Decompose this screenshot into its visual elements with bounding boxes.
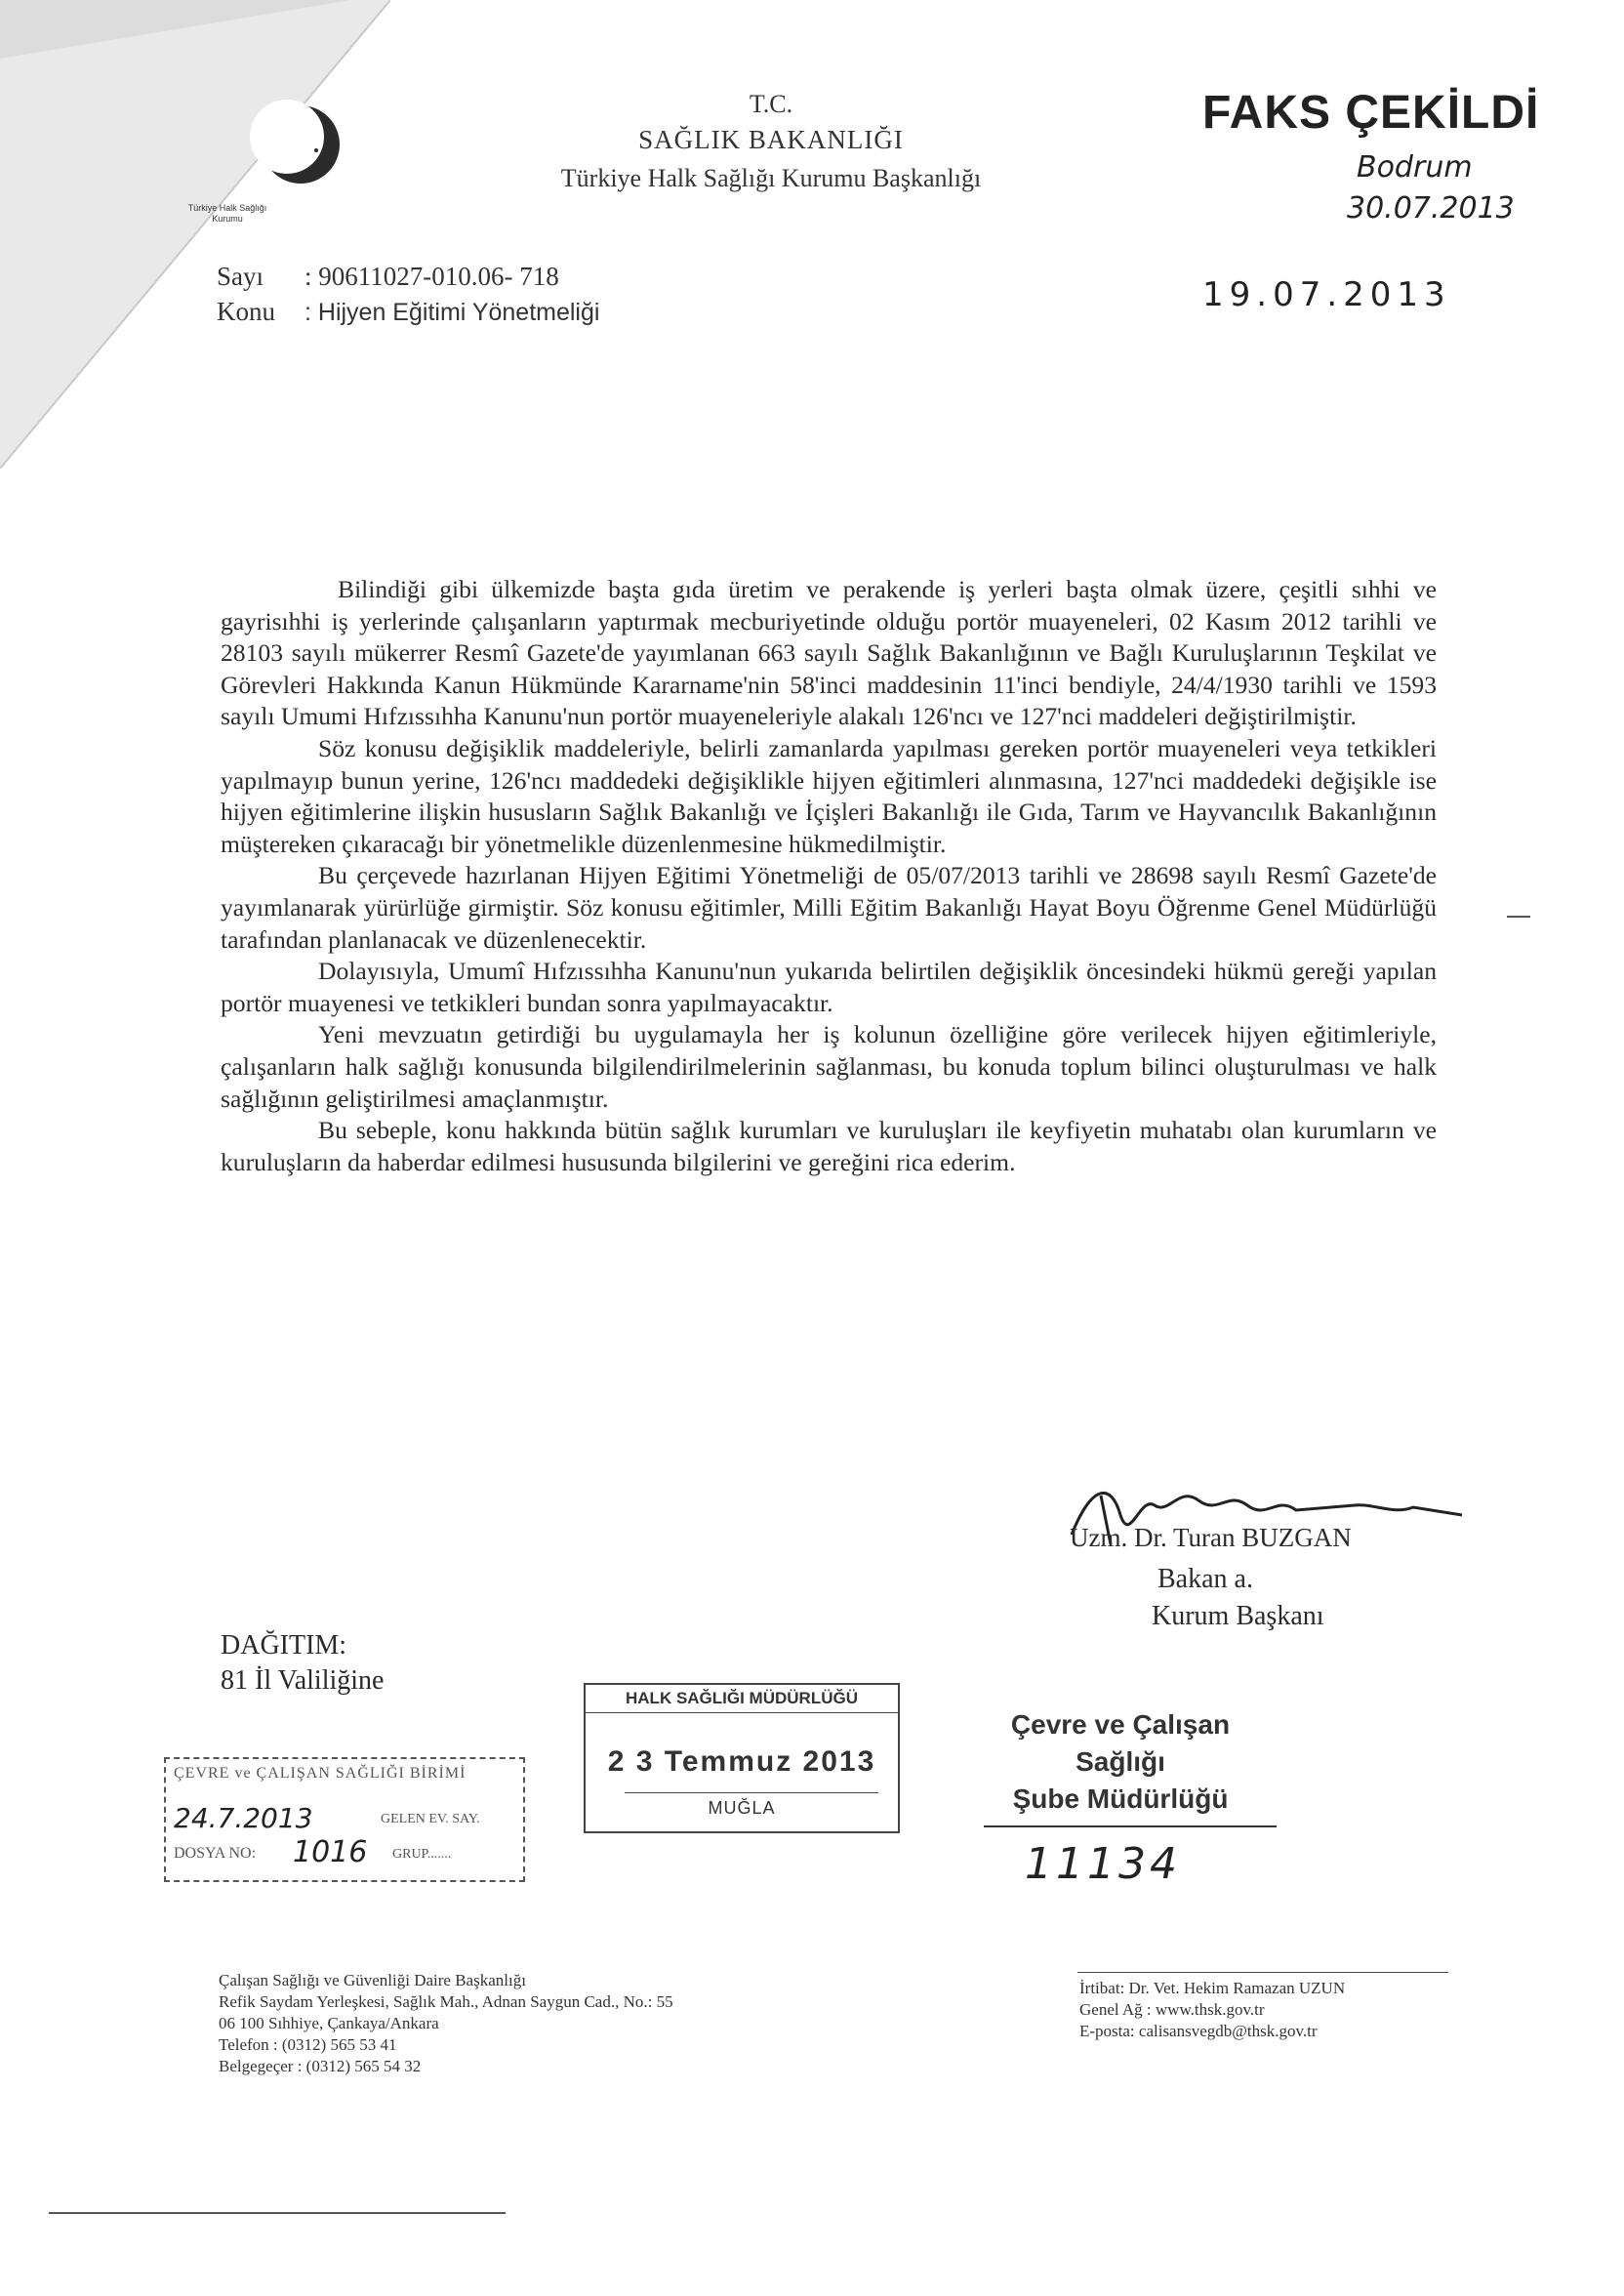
footer-fax: Belgegeçer : (0312) 565 54 32 <box>219 2057 422 2075</box>
unit-stamp-grup: GRUP....... <box>392 1847 452 1862</box>
distribution-label: DAĞITIM: <box>221 1630 347 1660</box>
fax-sent-stamp: FAKS ÇEKİLDİ <box>1202 87 1540 139</box>
paragraph-5: Yeni mevzuatın getirdiği bu uygulamayla her iş kolunun özelliğine göre verilecek hijyen eğitimleriyle, çalışanların halk sağlığı konusunda bilgilendirilmelerinin sağlanması, bu konuda toplum bilinci oluşturulması ve halk sağlığının geliştirilmesi amaçlanmıştır. <box>221 1020 1437 1113</box>
konu-value: : Hijyen Eğitimi Yönetmeliği <box>304 299 600 326</box>
footer-department: Çalışan Sağlığı ve Güvenliği Daire Başkanlığı <box>219 1971 526 1989</box>
footer-street: Refik Saydam Yerleşkesi, Sağlık Mah., Adnan Saygun Cad., No.: 55 <box>219 1992 673 2011</box>
received-stamp-date: 2 3 Temmuz 2013 <box>607 1745 876 1778</box>
received-stamp-place: MUĞLA <box>708 1798 776 1818</box>
paragraph-4: Dolayısıyla, Umumî Hıfzıssıhha Kanunu'nun yukarıda belirtilen değişiklik öncesindeki hükmü gereği yapılan portör muayenesi ve tetkikleri bundan sonra yapılmayacaktır. <box>221 957 1437 1017</box>
paragraph-3: Bu çerçevede hazırlanan Hijyen Eğitimi Yönetmeliği de 05/07/2013 tarihli ve 28698 sayılı Resmî Gazete'de yayımlanarak yürürlüğe girmiştir. Söz konusu eğitimler, Milli Eğitim Bakanlığı Hayat Boyu Öğrenme Genel Müdürlüğü tarafından planlanacak ve düzenlenecektir. <box>221 861 1437 954</box>
footer-address <box>219 1970 673 2077</box>
footer-contact-person: İrtibat: Dr. Vet. Hekim Ramazan UZUN <box>1079 1979 1346 1997</box>
scan-corner-shadow <box>0 0 390 469</box>
handwritten-place: Bodrum <box>1357 150 1473 184</box>
handwritten-fax-date: 30.07.2013 <box>1347 191 1515 226</box>
branch-stamp <box>984 1706 1257 1818</box>
footer-website: Genel Ağ : www.thsk.gov.tr <box>1079 2000 1265 2019</box>
footer-rule <box>1077 1972 1448 1973</box>
received-stamp-rule <box>625 1792 878 1793</box>
footer-phone: Telefon : (0312) 565 53 41 <box>219 2035 397 2054</box>
scan-bottom-rule <box>49 2212 506 2214</box>
footer-contact <box>1079 1978 1345 2042</box>
unit-stamp-dosya-label: DOSYA NO: <box>174 1845 257 1862</box>
branch-stamp-underline <box>984 1825 1277 1827</box>
unit-stamp-date: 24.7.2013 <box>174 1802 313 1834</box>
letter-date: 19.07.2013 <box>1202 275 1451 314</box>
signatory-title-1: Bakan a. <box>1157 1564 1253 1594</box>
unit-stamp-dosya-no: 1016 <box>293 1835 368 1869</box>
konu-label: Konu <box>217 297 275 326</box>
handwritten-document-number: 11134 <box>1025 1839 1181 1889</box>
header-institution: Türkiye Halk Sağlığı Kurumu Başkanlığı <box>560 164 982 192</box>
signatory-title-2: Kurum Başkanı <box>1152 1601 1324 1631</box>
logo-caption: Türkiye Halk Sağlığı Kurumu <box>187 203 267 224</box>
header-tc: T.C. <box>749 90 793 118</box>
paragraph-1: Bilindiği gibi ülkemizde başta gıda üretim ve perakende iş yerleri başta olmak üzere, çeşitli sıhhi ve gayrisıhhi iş yerlerinde çalışanların yaptırmak mecburiyetinde olduğu portör muayeneleri, 02 Kasım 2012 tarihli ve 28103 sayılı mükerrer Resmî Gazete'de yayımlanan 663 sayılı Sağlık Bakanlığının ve Bağlı Kuruluşlarının Teşkilat ve Görevleri Hakkında Kanun Hükmünde Kararname'nin 58'inci maddesinin 11'inci bendiyle, 24/4/1930 tarihli ve 1593 sayılı Umumi Hıfzıssıhha Kanunu'nun portör muayeneleriyle alakalı 126'ncı ve 127'nci maddeleri değiştirilmiştir. <box>221 575 1437 731</box>
unit-stamp-title: ÇEVRE ve ÇALIŞAN SAĞLIĞI BİRİMİ <box>174 1765 467 1782</box>
distribution <box>221 1628 384 1699</box>
distribution-value: 81 İl Valiliğine <box>221 1665 385 1696</box>
branch-stamp-line-2: Sağlığı <box>1076 1746 1165 1777</box>
unit-stamp-evsay: GELEN EV. SAY. <box>381 1812 480 1826</box>
branch-stamp-line-1: Çevre ve Çalışan <box>1010 1709 1231 1740</box>
header-ministry: SAĞLIK BAKANLIĞI <box>638 125 904 154</box>
paragraph-2: Söz konusu değişiklik maddeleriyle, belirli zamanlarda yapılması gereken portör muayeneleri veya tetkikleri yapılmayıp bunun yerine, 126'ncı maddedeki değişiklikle hijyen eğitimleri alınmasına, 127'nci maddedeki değişikle ise hijyen eğitimlerine ilişkin hususların Sağlık Bakanlığı ve İçişleri Bakanlığı ile Gıda, Tarım ve Hayvancılık Bakanlığının müştereken çıkaracağı bir yönetmelikle düzenlenmesine hükmedilmiştir. <box>221 733 1437 858</box>
reference-number <box>217 262 559 292</box>
sayi-label: Sayı <box>217 262 264 291</box>
letter-body <box>221 574 1437 1178</box>
footer-city: 06 100 Sıhhiye, Çankaya/Ankara <box>219 2014 439 2032</box>
paragraph-6: Bu sebeple, konu hakkında bütün sağlık kurumları ve kuruluşları ile keyfiyetin muhatabı olan kurumların ve kuruluşların da haberdar edilmesi hususunda bilgilerini ve gereğini rica ederim. <box>221 1116 1437 1176</box>
received-stamp-title: HALK SAĞLIĞI MÜDÜRLÜĞÜ <box>586 1689 898 1713</box>
branch-stamp-line-3: Şube Müdürlüğü <box>1012 1784 1229 1814</box>
subject-line <box>217 297 599 327</box>
footer-email: E-posta: calisansvegdb@thsk.gov.tr <box>1079 2022 1318 2040</box>
unit-registry-stamp <box>164 1757 525 1882</box>
sayi-value: : 90611027-010.06- 718 <box>304 262 559 291</box>
ministry-crescent-logo <box>172 94 367 221</box>
margin-mark <box>1507 916 1530 918</box>
signatory-name: Uzm. Dr. Turan BUZGAN <box>1070 1523 1352 1552</box>
received-stamp <box>584 1683 900 1833</box>
